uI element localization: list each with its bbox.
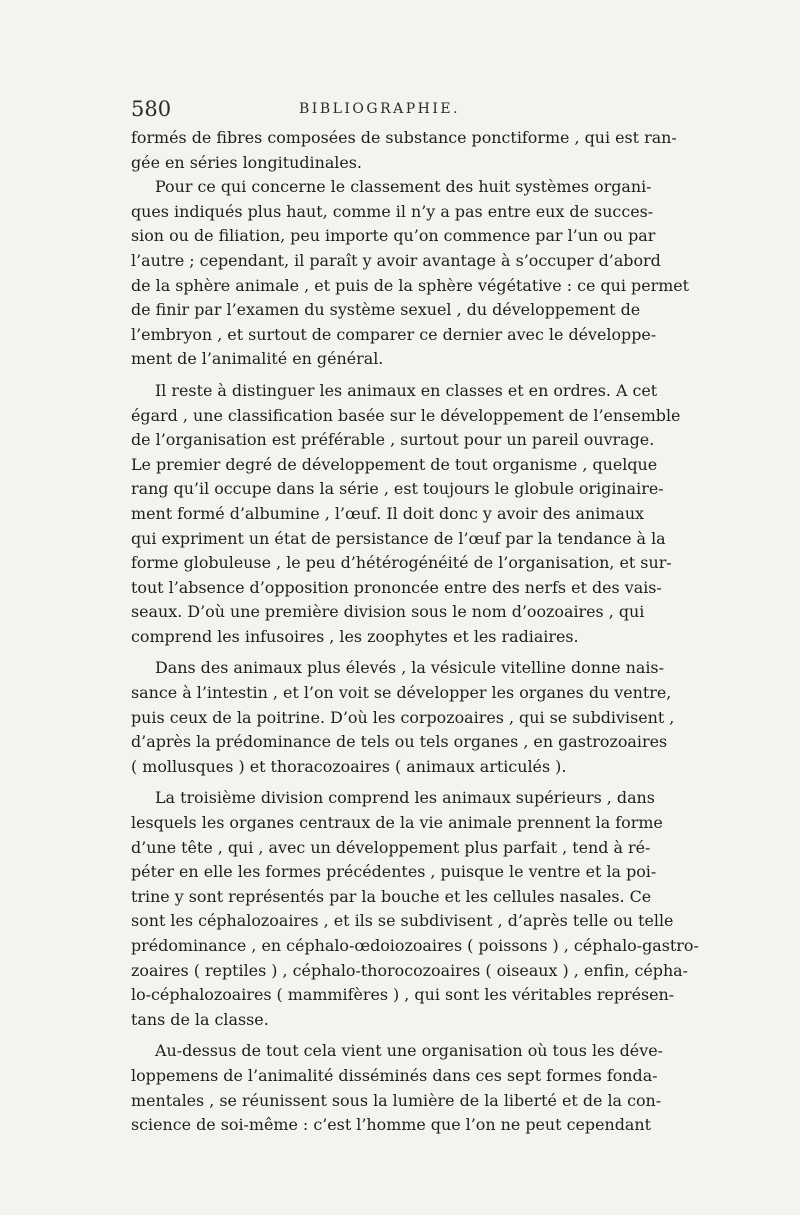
text-line: sont les céphalozoaires , et ils se subdivisent , d’après telle ou telle	[131, 911, 674, 931]
text-line: loppemens de l’animalité disséminés dans ces sept formes fonda-	[131, 1065, 658, 1085]
text-line: seaux. D’où une première division sous le nom d’oozoaires , qui	[131, 602, 645, 622]
text-line: prédominance , en céphalo-œdoiozoaires ( poissons ) , céphalo-gastro-	[131, 936, 699, 955]
text-line: ( mollusques ) et thoracozoaires ( animaux articulés ).	[131, 756, 567, 776]
text-line: forme globuleuse , le peu d’hétérogénéité de l’organisation, et sur-	[131, 553, 672, 573]
text-line: comprend les infusoires , les zoophytes et les radiaires.	[131, 626, 579, 646]
text-line: Il reste à distinguer les animaux en classes et en ordres. A cet	[155, 380, 658, 400]
text-line: Le premier degré de développement de tout organisme , quelque	[131, 454, 658, 474]
text-line: égard , une classification basée sur le développement de l’ensemble	[131, 405, 681, 425]
text-line: science de soi-même : c’est l’homme que l’on ne peut cependant	[131, 1115, 651, 1135]
text-line: mentales , se réunissent sous la lumière de la liberté et de la con-	[131, 1090, 662, 1110]
body-text	[131, 126, 699, 1138]
text-line: d’une tête , qui , avec un développement plus parfait , tend à ré-	[131, 837, 651, 857]
text-line: sance à l’intestin , et l’on voit se développer les organes du ventre,	[131, 683, 672, 703]
text-line: l’embryon , et surtout de comparer ce dernier avec le développe-	[131, 324, 657, 344]
text-line: puis ceux de la poitrine. D’où les corpozoaires , qui se subdivisent ,	[131, 707, 675, 727]
text-line: trine y sont représentés par la bouche et les cellules nasales. Ce	[131, 886, 652, 906]
text-line: péter en elle les formes précédentes , puisque le ventre et la poi-	[131, 862, 657, 882]
text-line: sion ou de filiation, peu importe qu’on commence par l’un ou par	[131, 226, 656, 246]
text-line: Pour ce qui concerne le classement des huit systèmes organi-	[155, 177, 652, 197]
text-line: La troisième division comprend les animaux supérieurs , dans	[155, 788, 655, 808]
text-line: qui expriment un état de persistance de l’œuf par la tendance à la	[131, 528, 666, 548]
text-line: formés de fibres composées de substance ponctiforme , qui est ran-	[131, 128, 677, 147]
text-line: gée en séries longitudinales.	[131, 152, 362, 172]
text-line: Dans des animaux plus élevés , la vésicule vitelline donne nais-	[155, 658, 664, 678]
page-header	[131, 97, 671, 127]
text-line: lesquels les organes centraux de la vie animale prennent la forme	[131, 813, 663, 833]
text-line: de l’organisation est préférable , surtout pour un pareil ouvrage.	[131, 430, 655, 450]
running-title: BIBLIOGRAPHIE.	[299, 101, 461, 117]
text-line: ment de l’animalité en général.	[131, 349, 384, 369]
text-line: l’autre ; cependant, il paraît y avoir avantage à s’occuper d’abord	[131, 250, 661, 270]
text-line: de finir par l’examen du système sexuel , du développement de	[131, 300, 641, 320]
text-line: zoaires ( reptiles ) , céphalo-thorocozoaires ( oiseaux ) , enfin, cépha-	[131, 960, 689, 980]
text-line: de la sphère animale , et puis de la sphère végétative : ce qui permet	[131, 275, 690, 295]
page-number: 580	[131, 97, 172, 121]
text-line: tans de la classe.	[131, 1009, 269, 1029]
text-line: Au-dessus de tout cela vient une organisation où tous les déve-	[155, 1041, 663, 1061]
text-line: tout l’absence d’opposition prononcée entre des nerfs et des vais-	[131, 577, 662, 597]
text-line: lo-céphalozoaires ( mammifères ) , qui sont les véritables représen-	[131, 985, 675, 1005]
text-line: ques indiqués plus haut, comme il n’y a pas entre eux de succes-	[131, 201, 654, 221]
text-line: rang qu’il occupe dans la série , est toujours le globule originaire-	[131, 479, 664, 499]
text-line: d’après la prédominance de tels ou tels organes , en gastrozoaires	[131, 732, 668, 752]
text-line: ment formé d’albumine , l’œuf. Il doit donc y avoir des animaux	[131, 503, 645, 523]
